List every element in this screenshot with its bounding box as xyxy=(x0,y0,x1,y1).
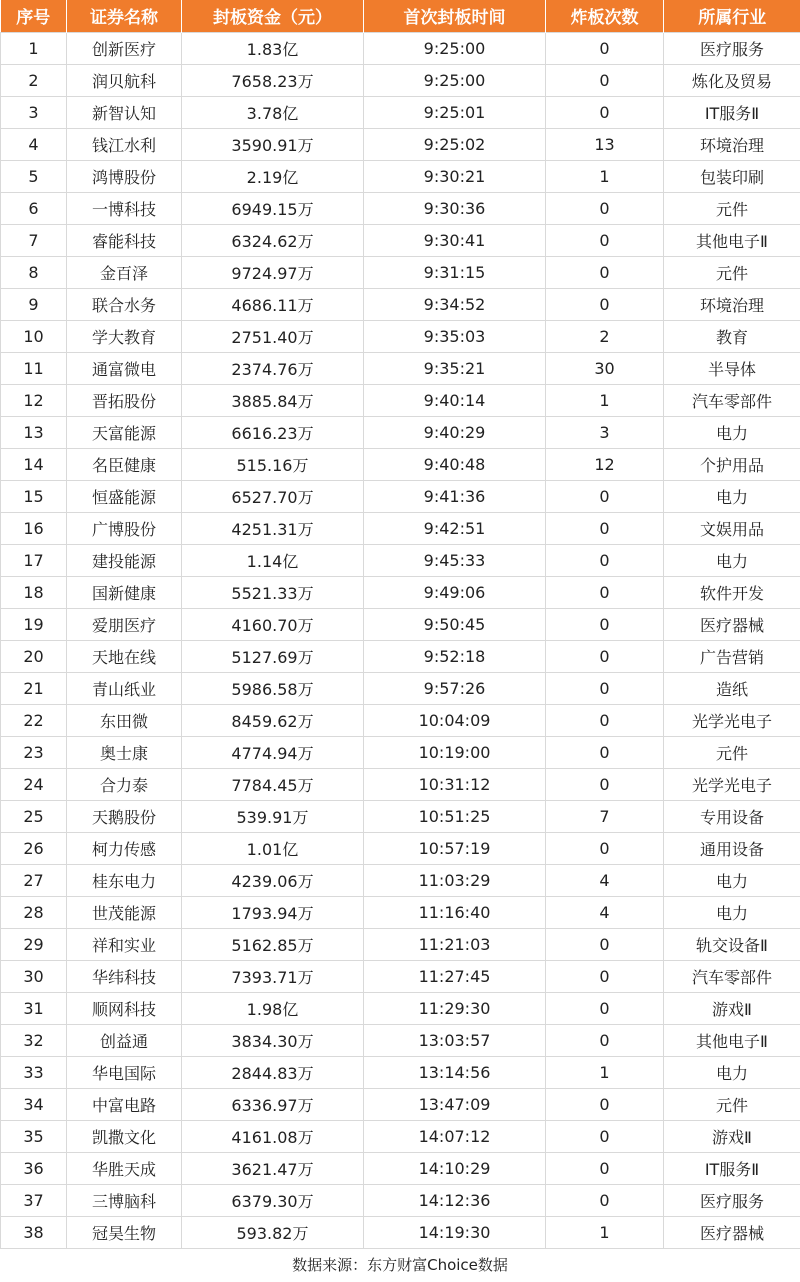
cell-seal-funds: 3621.47万 xyxy=(182,1152,364,1184)
cell-first-seal-time: 9:52:18 xyxy=(364,640,546,672)
cell-security-name: 世茂能源 xyxy=(67,896,182,928)
cell-break-count: 3 xyxy=(546,416,664,448)
cell-index: 11 xyxy=(1,352,67,384)
cell-break-count: 0 xyxy=(546,64,664,96)
cell-break-count: 0 xyxy=(546,256,664,288)
cell-first-seal-time: 14:10:29 xyxy=(364,1152,546,1184)
cell-break-count: 0 xyxy=(546,640,664,672)
cell-security-name: 合力泰 xyxy=(67,768,182,800)
cell-break-count: 4 xyxy=(546,864,664,896)
cell-break-count: 0 xyxy=(546,32,664,64)
cell-first-seal-time: 11:16:40 xyxy=(364,896,546,928)
cell-index: 20 xyxy=(1,640,67,672)
cell-break-count: 7 xyxy=(546,800,664,832)
cell-seal-funds: 4251.31万 xyxy=(182,512,364,544)
table-row xyxy=(1,96,800,128)
cell-index: 36 xyxy=(1,1152,67,1184)
cell-index: 25 xyxy=(1,800,67,832)
cell-security-name: 天富能源 xyxy=(67,416,182,448)
cell-index: 27 xyxy=(1,864,67,896)
cell-break-count: 0 xyxy=(546,1184,664,1216)
cell-first-seal-time: 10:04:09 xyxy=(364,704,546,736)
header-security-name: 证券名称 xyxy=(67,0,182,32)
table-row xyxy=(1,384,800,416)
cell-security-name: 桂东电力 xyxy=(67,864,182,896)
cell-seal-funds: 2.19亿 xyxy=(182,160,364,192)
cell-seal-funds: 4774.94万 xyxy=(182,736,364,768)
table-row xyxy=(1,928,800,960)
cell-seal-funds: 8459.62万 xyxy=(182,704,364,736)
cell-seal-funds: 4686.11万 xyxy=(182,288,364,320)
cell-first-seal-time: 9:35:21 xyxy=(364,352,546,384)
cell-break-count: 0 xyxy=(546,224,664,256)
cell-industry: 广告营销 xyxy=(664,640,800,672)
cell-first-seal-time: 9:40:29 xyxy=(364,416,546,448)
cell-security-name: 一博科技 xyxy=(67,192,182,224)
cell-first-seal-time: 11:21:03 xyxy=(364,928,546,960)
cell-index: 38 xyxy=(1,1216,67,1248)
cell-break-count: 0 xyxy=(546,736,664,768)
cell-break-count: 0 xyxy=(546,832,664,864)
cell-index: 13 xyxy=(1,416,67,448)
cell-industry: 教育 xyxy=(664,320,800,352)
cell-industry: 炼化及贸易 xyxy=(664,64,800,96)
table-row xyxy=(1,672,800,704)
cell-security-name: 华电国际 xyxy=(67,1056,182,1088)
cell-first-seal-time: 14:07:12 xyxy=(364,1120,546,1152)
cell-first-seal-time: 10:57:19 xyxy=(364,832,546,864)
cell-security-name: 创新医疗 xyxy=(67,32,182,64)
table-row xyxy=(1,480,800,512)
cell-first-seal-time: 9:41:36 xyxy=(364,480,546,512)
header-first-seal-time: 首次封板时间 xyxy=(364,0,546,32)
cell-first-seal-time: 9:30:21 xyxy=(364,160,546,192)
cell-security-name: 天鹅股份 xyxy=(67,800,182,832)
cell-security-name: 广博股份 xyxy=(67,512,182,544)
cell-index: 4 xyxy=(1,128,67,160)
cell-break-count: 0 xyxy=(546,928,664,960)
cell-security-name: 凯撒文化 xyxy=(67,1120,182,1152)
cell-industry: 电力 xyxy=(664,896,800,928)
data-source-note: 数据来源：东方财富Choice数据 xyxy=(292,1256,508,1274)
cell-industry: 元件 xyxy=(664,1088,800,1120)
cell-index: 35 xyxy=(1,1120,67,1152)
cell-industry: 光学光电子 xyxy=(664,704,800,736)
cell-industry: 造纸 xyxy=(664,672,800,704)
cell-index: 31 xyxy=(1,992,67,1024)
cell-index: 6 xyxy=(1,192,67,224)
cell-break-count: 1 xyxy=(546,160,664,192)
cell-industry: 其他电子Ⅱ xyxy=(664,1024,800,1056)
table-row xyxy=(1,864,800,896)
cell-security-name: 爱朋医疗 xyxy=(67,608,182,640)
cell-index: 3 xyxy=(1,96,67,128)
cell-seal-funds: 1.01亿 xyxy=(182,832,364,864)
cell-security-name: 名臣健康 xyxy=(67,448,182,480)
cell-first-seal-time: 14:19:30 xyxy=(364,1216,546,1248)
cell-security-name: 金百泽 xyxy=(67,256,182,288)
cell-security-name: 顺网科技 xyxy=(67,992,182,1024)
cell-first-seal-time: 9:40:48 xyxy=(364,448,546,480)
cell-security-name: 学大教育 xyxy=(67,320,182,352)
cell-seal-funds: 7784.45万 xyxy=(182,768,364,800)
cell-seal-funds: 6527.70万 xyxy=(182,480,364,512)
cell-security-name: 润贝航科 xyxy=(67,64,182,96)
table-row xyxy=(1,704,800,736)
cell-break-count: 0 xyxy=(546,480,664,512)
cell-index: 34 xyxy=(1,1088,67,1120)
header-break-count: 炸板次数 xyxy=(546,0,664,32)
table-row xyxy=(1,64,800,96)
cell-index: 19 xyxy=(1,608,67,640)
cell-break-count: 0 xyxy=(546,1152,664,1184)
cell-index: 8 xyxy=(1,256,67,288)
cell-first-seal-time: 9:25:00 xyxy=(364,64,546,96)
cell-index: 7 xyxy=(1,224,67,256)
cell-seal-funds: 5162.85万 xyxy=(182,928,364,960)
cell-break-count: 4 xyxy=(546,896,664,928)
cell-index: 37 xyxy=(1,1184,67,1216)
table-row xyxy=(1,256,800,288)
cell-security-name: 睿能科技 xyxy=(67,224,182,256)
cell-industry: 通用设备 xyxy=(664,832,800,864)
cell-seal-funds: 6379.30万 xyxy=(182,1184,364,1216)
cell-break-count: 0 xyxy=(546,608,664,640)
cell-industry: 半导体 xyxy=(664,352,800,384)
cell-index: 17 xyxy=(1,544,67,576)
cell-seal-funds: 3.78亿 xyxy=(182,96,364,128)
cell-seal-funds: 4160.70万 xyxy=(182,608,364,640)
table-row xyxy=(1,1120,800,1152)
cell-industry: IT服务Ⅱ xyxy=(664,1152,800,1184)
cell-seal-funds: 5986.58万 xyxy=(182,672,364,704)
cell-seal-funds: 9724.97万 xyxy=(182,256,364,288)
table-row xyxy=(1,192,800,224)
cell-seal-funds: 3590.91万 xyxy=(182,128,364,160)
cell-seal-funds: 7393.71万 xyxy=(182,960,364,992)
cell-first-seal-time: 9:49:06 xyxy=(364,576,546,608)
cell-industry: 环境治理 xyxy=(664,288,800,320)
cell-security-name: 三博脑科 xyxy=(67,1184,182,1216)
cell-industry: 元件 xyxy=(664,192,800,224)
cell-index: 12 xyxy=(1,384,67,416)
cell-index: 33 xyxy=(1,1056,67,1088)
table-row xyxy=(1,896,800,928)
cell-industry: 汽车零部件 xyxy=(664,960,800,992)
cell-security-name: 天地在线 xyxy=(67,640,182,672)
cell-industry: 光学光电子 xyxy=(664,768,800,800)
cell-security-name: 奥士康 xyxy=(67,736,182,768)
table-body xyxy=(1,32,800,1248)
cell-index: 23 xyxy=(1,736,67,768)
cell-break-count: 1 xyxy=(546,384,664,416)
cell-index: 24 xyxy=(1,768,67,800)
cell-seal-funds: 1.14亿 xyxy=(182,544,364,576)
cell-break-count: 0 xyxy=(546,992,664,1024)
cell-industry: 轨交设备Ⅱ xyxy=(664,928,800,960)
table-row xyxy=(1,448,800,480)
table-row xyxy=(1,288,800,320)
cell-seal-funds: 7658.23万 xyxy=(182,64,364,96)
cell-industry: 其他电子Ⅱ xyxy=(664,224,800,256)
cell-security-name: 祥和实业 xyxy=(67,928,182,960)
cell-industry: 医疗服务 xyxy=(664,1184,800,1216)
cell-break-count: 12 xyxy=(546,448,664,480)
cell-first-seal-time: 11:03:29 xyxy=(364,864,546,896)
header-row xyxy=(1,0,800,32)
cell-security-name: 通富微电 xyxy=(67,352,182,384)
cell-index: 30 xyxy=(1,960,67,992)
cell-industry: 电力 xyxy=(664,1056,800,1088)
cell-first-seal-time: 9:57:26 xyxy=(364,672,546,704)
cell-industry: 环境治理 xyxy=(664,128,800,160)
cell-security-name: 中富电路 xyxy=(67,1088,182,1120)
cell-break-count: 0 xyxy=(546,576,664,608)
cell-industry: 包装印刷 xyxy=(664,160,800,192)
cell-index: 26 xyxy=(1,832,67,864)
cell-industry: 个护用品 xyxy=(664,448,800,480)
cell-break-count: 0 xyxy=(546,96,664,128)
cell-break-count: 13 xyxy=(546,128,664,160)
cell-seal-funds: 3834.30万 xyxy=(182,1024,364,1056)
cell-industry: 元件 xyxy=(664,736,800,768)
cell-industry: 游戏Ⅱ xyxy=(664,1120,800,1152)
cell-first-seal-time: 9:42:51 xyxy=(364,512,546,544)
cell-industry: 专用设备 xyxy=(664,800,800,832)
table-row xyxy=(1,1216,800,1248)
cell-security-name: 晋拓股份 xyxy=(67,384,182,416)
cell-seal-funds: 4239.06万 xyxy=(182,864,364,896)
cell-security-name: 恒盛能源 xyxy=(67,480,182,512)
table-row xyxy=(1,160,800,192)
cell-seal-funds: 515.16万 xyxy=(182,448,364,480)
table-row xyxy=(1,544,800,576)
cell-break-count: 0 xyxy=(546,1024,664,1056)
cell-industry: 汽车零部件 xyxy=(664,384,800,416)
cell-first-seal-time: 9:30:41 xyxy=(364,224,546,256)
cell-break-count: 0 xyxy=(546,672,664,704)
cell-break-count: 0 xyxy=(546,288,664,320)
cell-industry: 电力 xyxy=(664,416,800,448)
cell-first-seal-time: 11:27:45 xyxy=(364,960,546,992)
cell-seal-funds: 5127.69万 xyxy=(182,640,364,672)
cell-industry: 医疗服务 xyxy=(664,32,800,64)
cell-seal-funds: 3885.84万 xyxy=(182,384,364,416)
cell-index: 5 xyxy=(1,160,67,192)
cell-industry: 电力 xyxy=(664,544,800,576)
table-row xyxy=(1,512,800,544)
cell-first-seal-time: 9:34:52 xyxy=(364,288,546,320)
cell-first-seal-time: 9:31:15 xyxy=(364,256,546,288)
cell-first-seal-time: 9:25:02 xyxy=(364,128,546,160)
cell-first-seal-time: 13:14:56 xyxy=(364,1056,546,1088)
cell-security-name: 青山纸业 xyxy=(67,672,182,704)
table-row xyxy=(1,992,800,1024)
cell-break-count: 0 xyxy=(546,704,664,736)
cell-first-seal-time: 9:30:36 xyxy=(364,192,546,224)
table-row xyxy=(1,608,800,640)
cell-index: 32 xyxy=(1,1024,67,1056)
cell-break-count: 1 xyxy=(546,1056,664,1088)
cell-first-seal-time: 11:29:30 xyxy=(364,992,546,1024)
cell-index: 18 xyxy=(1,576,67,608)
cell-index: 1 xyxy=(1,32,67,64)
table-row xyxy=(1,736,800,768)
cell-index: 16 xyxy=(1,512,67,544)
table-row xyxy=(1,1024,800,1056)
cell-first-seal-time: 9:45:33 xyxy=(364,544,546,576)
cell-break-count: 30 xyxy=(546,352,664,384)
cell-seal-funds: 2844.83万 xyxy=(182,1056,364,1088)
header-industry: 所属行业 xyxy=(698,8,767,29)
cell-index: 9 xyxy=(1,288,67,320)
cell-first-seal-time: 9:25:01 xyxy=(364,96,546,128)
table-row xyxy=(1,416,800,448)
table-row xyxy=(1,640,800,672)
cell-seal-funds: 2374.76万 xyxy=(182,352,364,384)
cell-seal-funds: 5521.33万 xyxy=(182,576,364,608)
cell-first-seal-time: 9:50:45 xyxy=(364,608,546,640)
cell-break-count: 0 xyxy=(546,544,664,576)
table-row xyxy=(1,1056,800,1088)
table-row xyxy=(1,1184,800,1216)
cell-break-count: 0 xyxy=(546,960,664,992)
cell-security-name: 创益通 xyxy=(67,1024,182,1056)
cell-seal-funds: 1.98亿 xyxy=(182,992,364,1024)
cell-security-name: 东田微 xyxy=(67,704,182,736)
cell-seal-funds: 2751.40万 xyxy=(182,320,364,352)
cell-security-name: 华胜天成 xyxy=(67,1152,182,1184)
cell-index: 28 xyxy=(1,896,67,928)
cell-first-seal-time: 9:40:14 xyxy=(364,384,546,416)
cell-security-name: 柯力传感 xyxy=(67,832,182,864)
cell-break-count: 0 xyxy=(546,1088,664,1120)
cell-first-seal-time: 13:03:57 xyxy=(364,1024,546,1056)
cell-industry: 软件开发 xyxy=(664,576,800,608)
cell-security-name: 联合水务 xyxy=(67,288,182,320)
table-row xyxy=(1,128,800,160)
cell-industry: 元件 xyxy=(664,256,800,288)
table-row xyxy=(1,1152,800,1184)
cell-first-seal-time: 13:47:09 xyxy=(364,1088,546,1120)
cell-break-count: 0 xyxy=(546,1120,664,1152)
cell-seal-funds: 6336.97万 xyxy=(182,1088,364,1120)
cell-break-count: 1 xyxy=(546,1216,664,1248)
header-index: 序号 xyxy=(1,0,67,32)
cell-industry: 游戏Ⅱ xyxy=(664,992,800,1024)
cell-index: 21 xyxy=(1,672,67,704)
cell-seal-funds: 593.82万 xyxy=(182,1216,364,1248)
cell-break-count: 0 xyxy=(546,512,664,544)
cell-index: 22 xyxy=(1,704,67,736)
table-row xyxy=(1,352,800,384)
cell-seal-funds: 6616.23万 xyxy=(182,416,364,448)
cell-security-name: 冠昊生物 xyxy=(67,1216,182,1248)
cell-industry: 医疗器械 xyxy=(664,1216,800,1248)
cell-index: 15 xyxy=(1,480,67,512)
cell-seal-funds: 6324.62万 xyxy=(182,224,364,256)
cell-index: 2 xyxy=(1,64,67,96)
table-row xyxy=(1,224,800,256)
cell-industry: 电力 xyxy=(664,480,800,512)
table-row xyxy=(1,576,800,608)
cell-security-name: 国新健康 xyxy=(67,576,182,608)
table-row xyxy=(1,832,800,864)
cell-seal-funds: 1793.94万 xyxy=(182,896,364,928)
cell-seal-funds: 4161.08万 xyxy=(182,1120,364,1152)
table-row xyxy=(1,320,800,352)
cell-security-name: 鸿博股份 xyxy=(67,160,182,192)
table-row xyxy=(1,768,800,800)
cell-industry: 电力 xyxy=(664,864,800,896)
table-row xyxy=(1,800,800,832)
cell-first-seal-time: 10:51:25 xyxy=(364,800,546,832)
cell-break-count: 2 xyxy=(546,320,664,352)
cell-security-name: 华纬科技 xyxy=(67,960,182,992)
cell-break-count: 0 xyxy=(546,768,664,800)
cell-security-name: 新智认知 xyxy=(67,96,182,128)
cell-first-seal-time: 10:31:12 xyxy=(364,768,546,800)
table-row xyxy=(1,960,800,992)
cell-industry: IT服务Ⅱ xyxy=(664,96,800,128)
cell-index: 14 xyxy=(1,448,67,480)
cell-index: 29 xyxy=(1,928,67,960)
cell-first-seal-time: 9:25:00 xyxy=(364,32,546,64)
table-row xyxy=(1,32,800,64)
cell-industry: 医疗器械 xyxy=(664,608,800,640)
cell-industry: 文娱用品 xyxy=(664,512,800,544)
cell-seal-funds: 1.83亿 xyxy=(182,32,364,64)
cell-seal-funds: 539.91万 xyxy=(182,800,364,832)
cell-index: 10 xyxy=(1,320,67,352)
cell-first-seal-time: 10:19:00 xyxy=(364,736,546,768)
cell-break-count: 0 xyxy=(546,192,664,224)
table-header xyxy=(1,0,800,32)
cell-seal-funds: 6949.15万 xyxy=(182,192,364,224)
header-seal-funds: 封板资金（元） xyxy=(182,0,364,32)
table-row xyxy=(1,1088,800,1120)
cell-first-seal-time: 9:35:03 xyxy=(364,320,546,352)
cell-security-name: 钱江水利 xyxy=(67,128,182,160)
cell-security-name: 建投能源 xyxy=(67,544,182,576)
cell-first-seal-time: 14:12:36 xyxy=(364,1184,546,1216)
